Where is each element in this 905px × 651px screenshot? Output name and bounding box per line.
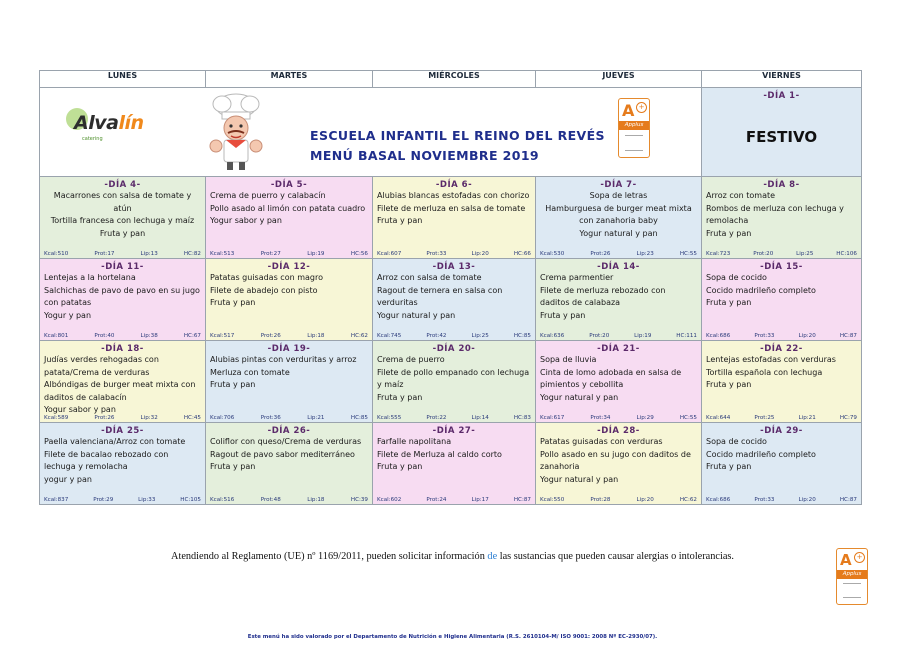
nutrition-row xyxy=(206,497,372,503)
nutrition-lip: Lip:29 xyxy=(636,415,654,421)
menu-page xyxy=(39,70,861,505)
nutrition-lip: Lip:21 xyxy=(307,415,325,421)
nutrition-prot: Prot:27 xyxy=(260,251,281,257)
allergen-notice: Atendiendo al Reglamento (UE) nº 1169/2011, pueden solicitar información de las sustancias que pueden causar alergias o intolerancias. xyxy=(171,551,734,562)
nutrition-row xyxy=(40,415,205,421)
day-number: -DÍA 13- xyxy=(432,262,476,272)
nutrition-kcal: Kcal:555 xyxy=(377,415,402,421)
nutrition-hc: HC:105 xyxy=(180,497,201,503)
day-cell xyxy=(536,177,702,259)
dish-item: Lentejas estofadas con verduras xyxy=(706,355,836,364)
day-number: -DÍA 7- xyxy=(600,180,637,190)
nutrition-prot: Prot:33 xyxy=(754,333,775,339)
day-number: -DÍA 29- xyxy=(760,426,803,436)
nutrition-footer-note: Este menú ha sido valorado por el Departamento de Nutrición e Higiene Alimentaria (R.S. 2610104-M/ ISO 9001: 2008 Nº EC-2930/07). xyxy=(247,634,658,640)
dish-item: Fruta y pan xyxy=(706,228,752,238)
nutrition-kcal: Kcal:801 xyxy=(44,333,69,339)
nutrition-hc: HC:85 xyxy=(513,333,531,339)
nutrition-kcal: Kcal:745 xyxy=(377,333,402,339)
dish-list xyxy=(40,354,205,417)
dish-item: Yogur y pan xyxy=(44,310,92,320)
dish-item: Patatas guisadas con verduras xyxy=(540,437,663,446)
nutrition-lip: Lip:38 xyxy=(140,333,158,339)
nutrition-row xyxy=(536,415,701,421)
nutrition-prot: Prot:36 xyxy=(260,415,281,421)
dish-item: Crema de puerro y calabacín xyxy=(210,191,326,200)
dish-item: Arroz con tomate xyxy=(706,191,776,200)
day-number: -DÍA 14- xyxy=(597,262,640,272)
day-cell xyxy=(206,177,373,259)
nutrition-lip: Lip:18 xyxy=(307,497,325,503)
nutrition-kcal: Kcal:530 xyxy=(540,251,565,257)
day-cell xyxy=(206,423,373,505)
dish-item: Fruta y pan xyxy=(377,462,423,471)
day-number: -DÍA 18- xyxy=(101,344,144,354)
school-title: ESCUELA INFANTIL EL REINO DEL REVÉS xyxy=(310,128,605,143)
dish-item: Lentejas a la hortelana xyxy=(44,273,136,282)
dish-item: Cocido madrileño completo xyxy=(706,449,816,459)
dish-item: Filete de Merluza al caldo corto xyxy=(377,449,502,459)
nutrition-hc: HC:62 xyxy=(679,497,697,503)
nutrition-lip: Lip:20 xyxy=(798,333,816,339)
day-cell xyxy=(702,341,862,423)
day-cell xyxy=(702,177,862,259)
dish-item: Filete de pollo empanado con lechuga y maíz xyxy=(377,367,530,389)
day-number: -DÍA 12- xyxy=(267,262,311,272)
nutrition-hc: HC:56 xyxy=(350,251,368,257)
day-number: -DÍA 25- xyxy=(101,426,144,436)
nutrition-lip: Lip:19 xyxy=(634,333,652,339)
dish-item: Filete de merluza en salsa de tomate xyxy=(377,203,526,213)
dish-item: Filete de merluza rebozado con daditos de calabaza xyxy=(540,285,666,307)
day-cell xyxy=(40,341,206,423)
nutrition-hc: HC:87 xyxy=(513,497,531,503)
nutrition-prot: Prot:33 xyxy=(426,251,447,257)
nutrition-hc: HC:79 xyxy=(839,415,857,421)
nutrition-lip: Lip:14 xyxy=(471,415,489,421)
dish-item: Alubias pintas con verduritas y arroz xyxy=(210,355,357,364)
dish-item: Macarrones con salsa de tomate y atún xyxy=(53,191,192,213)
day-number: -DÍA 15- xyxy=(760,262,803,272)
day-number: -DÍA 4- xyxy=(104,180,141,190)
dish-item: Fruta y pan xyxy=(706,298,752,307)
nutrition-prot: Prot:26 xyxy=(94,415,115,421)
nutrition-row xyxy=(40,497,205,503)
week-row xyxy=(40,341,862,423)
nutrition-lip: Lip:19 xyxy=(307,251,325,257)
dish-item: Sopa de letras xyxy=(589,191,648,200)
nutrition-prot: Prot:26 xyxy=(590,251,611,257)
nutrition-hc: HC:111 xyxy=(676,333,697,339)
day-cell xyxy=(40,259,206,341)
dish-item: Fruta y pan xyxy=(210,298,256,307)
dish-item: Fruta y pan xyxy=(377,216,423,225)
nutrition-row xyxy=(373,497,535,503)
dish-list xyxy=(702,272,861,310)
day-cell xyxy=(373,177,536,259)
nutrition-hc: HC:45 xyxy=(183,415,201,421)
nutrition-kcal: Kcal:686 xyxy=(706,333,731,339)
dish-item: Yogur natural y pan xyxy=(579,228,658,238)
nutrition-hc: HC:67 xyxy=(183,333,201,339)
dish-item: Sopa de cocido xyxy=(706,273,767,282)
dish-item: Filete de abadejo con pisto xyxy=(210,285,318,295)
dish-list xyxy=(40,190,205,240)
dish-item: Farfalle napolitana xyxy=(377,437,452,446)
dish-item: Merluza con tomate xyxy=(210,367,290,377)
nutrition-row xyxy=(702,251,861,257)
dish-item: Yogur sabor y pan xyxy=(44,405,116,414)
dish-item: Fruta y pan xyxy=(540,310,586,320)
dish-list xyxy=(206,354,372,392)
dish-item: Tortilla española con lechuga xyxy=(706,367,823,377)
nutrition-prot: Prot:40 xyxy=(94,333,115,339)
dish-item: Pollo asado al limón con patata cuadro xyxy=(210,203,366,213)
day-number: -DÍA 21- xyxy=(597,344,640,354)
nutrition-lip: Lip:21 xyxy=(798,415,816,421)
dish-item: Crema parmentier xyxy=(540,273,614,282)
dish-item: Coliflor con queso/Crema de verduras xyxy=(210,437,362,446)
day-header-thursday: JUEVES xyxy=(536,71,702,88)
dish-item: Tortilla francesa con lechuga y maíz xyxy=(50,216,195,225)
nutrition-kcal: Kcal:686 xyxy=(706,497,731,503)
day-cell xyxy=(206,341,373,423)
dish-list xyxy=(536,190,701,240)
dish-item: Albóndigas de burger meat mixta con daditos de calabacín xyxy=(44,380,196,402)
nutrition-hc: HC:66 xyxy=(513,251,531,257)
nutrition-row xyxy=(206,251,372,257)
nutrition-prot: Prot:42 xyxy=(426,333,447,339)
menu-banner xyxy=(40,88,702,177)
dish-item: Salchichas de pavo de pavo en su jugo con patatas xyxy=(44,285,200,307)
day-header-monday: LUNES xyxy=(40,71,206,88)
dish-item: Fruta y pan xyxy=(210,462,256,471)
nutrition-lip: Lip:23 xyxy=(636,251,654,257)
dish-list xyxy=(373,354,535,404)
dish-item: Judías verdes rehogadas con patata/Crema de verduras xyxy=(44,355,159,377)
nutrition-prot: Prot:26 xyxy=(260,333,281,339)
day-cell xyxy=(40,177,206,259)
day-number: -DÍA 27- xyxy=(432,426,476,436)
dish-item: Fruta y pan xyxy=(377,392,423,402)
nutrition-lip: Lip:25 xyxy=(796,251,814,257)
applus-certificate-badge-footer: A + Applus xyxy=(836,548,868,605)
nutrition-lip: Lip:20 xyxy=(471,251,489,257)
dish-item: Yogur natural y pan xyxy=(540,474,619,484)
nutrition-hc: HC:85 xyxy=(350,415,368,421)
dish-item: yogur y pan xyxy=(44,474,92,484)
nutrition-row xyxy=(373,333,535,339)
dish-list xyxy=(702,354,861,392)
dish-item: Fruta y pan xyxy=(210,380,256,389)
nutrition-row xyxy=(206,415,372,421)
dish-item: Yogur natural y pan xyxy=(540,392,619,402)
day-cell xyxy=(702,259,862,341)
dish-item: Hamburguesa de burger meat mixta con zanahoria baby xyxy=(545,203,692,225)
nutrition-row xyxy=(702,497,861,503)
day-header-tuesday: MARTES xyxy=(206,71,373,88)
dish-list xyxy=(373,436,535,474)
week-row xyxy=(40,423,862,505)
nutrition-row xyxy=(536,497,701,503)
dish-item: Fruta y pan xyxy=(99,228,146,238)
dish-item: Sopa de cocido xyxy=(706,437,767,446)
dish-list xyxy=(206,436,372,474)
nutrition-prot: Prot:25 xyxy=(754,415,775,421)
nutrition-row xyxy=(536,333,701,339)
nutrition-lip: Lip:20 xyxy=(636,497,654,503)
nutrition-lip: Lip:33 xyxy=(138,497,156,503)
nutrition-lip: Lip:17 xyxy=(471,497,489,503)
dish-item: Yogur natural y pan xyxy=(377,310,456,320)
dish-item: Crema de puerro xyxy=(377,355,445,364)
day-number: -DÍA 6- xyxy=(435,180,473,190)
nutrition-hc: HC:87 xyxy=(839,497,857,503)
menu-table xyxy=(39,70,862,505)
day-cell xyxy=(536,423,702,505)
day-cell xyxy=(373,341,536,423)
nutrition-prot: Prot:33 xyxy=(754,497,775,503)
day-number: -DÍA 5- xyxy=(270,180,308,190)
dish-item: Rombos de merluza con lechuga y remolacha xyxy=(706,203,844,225)
dish-list xyxy=(536,272,701,322)
dish-list xyxy=(536,354,701,404)
day-number: -DÍA 26- xyxy=(267,426,311,436)
dish-item: Sopa de lluvia xyxy=(540,355,597,364)
day-cell xyxy=(206,259,373,341)
nutrition-prot: Prot:20 xyxy=(753,251,774,257)
day-number: -DÍA 8- xyxy=(763,180,800,190)
nutrition-hc: HC:83 xyxy=(513,415,531,421)
day-header-friday: VIERNES xyxy=(702,71,862,88)
dish-item: Cinta de lomo adobada en salsa de pimientos y cebollita xyxy=(540,367,682,389)
nutrition-kcal: Kcal:837 xyxy=(44,497,69,503)
day-number: -DÍA 1- xyxy=(763,91,800,101)
dish-list xyxy=(206,272,372,310)
day-cell xyxy=(536,259,702,341)
nutrition-kcal: Kcal:617 xyxy=(540,415,565,421)
nutrition-hc: HC:55 xyxy=(679,251,697,257)
dish-item: Arroz con salsa de tomate xyxy=(377,273,482,282)
applus-certificate-badge: A + Applus xyxy=(618,98,650,158)
day-number: -DÍA 19- xyxy=(267,344,311,354)
day-number: -DÍA 20- xyxy=(432,344,476,354)
dish-item: Alubias blancas estofadas con chorizo xyxy=(377,191,530,200)
nutrition-kcal: Kcal:636 xyxy=(540,333,565,339)
week-row xyxy=(40,177,862,259)
nutrition-kcal: Kcal:607 xyxy=(377,251,402,257)
nutrition-kcal: Kcal:723 xyxy=(706,251,731,257)
nutrition-kcal: Kcal:644 xyxy=(706,415,731,421)
nutrition-hc: HC:39 xyxy=(350,497,368,503)
dish-list xyxy=(373,190,535,228)
nutrition-row xyxy=(40,333,205,339)
nutrition-kcal: Kcal:513 xyxy=(210,251,235,257)
nutrition-hc: HC:106 xyxy=(836,251,857,257)
nutrition-row xyxy=(206,333,372,339)
nutrition-row xyxy=(40,251,205,257)
dish-item: Fruta y pan xyxy=(706,462,752,471)
nutrition-kcal: Kcal:589 xyxy=(44,415,69,421)
alvalin-logo: Alvalín catering xyxy=(70,106,170,150)
dish-item: Paella valenciana/Arroz con tomate xyxy=(44,437,186,446)
dish-list xyxy=(40,272,205,322)
nutrition-hc: HC:62 xyxy=(350,333,368,339)
day-header-wednesday: MIÉRCOLES xyxy=(373,71,536,88)
dish-list xyxy=(702,436,861,474)
dish-item: Cocido madrileño completo xyxy=(706,285,816,295)
nutrition-row xyxy=(373,415,535,421)
nutrition-lip: Lip:32 xyxy=(140,415,158,421)
chef-icon xyxy=(198,92,274,172)
dish-list xyxy=(536,436,701,486)
nutrition-prot: Prot:29 xyxy=(93,497,114,503)
nutrition-prot: Prot:34 xyxy=(590,415,611,421)
dish-list xyxy=(40,436,205,486)
nutrition-kcal: Kcal:516 xyxy=(210,497,235,503)
nutrition-prot: Prot:20 xyxy=(589,333,610,339)
nutrition-row xyxy=(536,251,701,257)
nutrition-lip: Lip:25 xyxy=(471,333,489,339)
day-number: -DÍA 28- xyxy=(597,426,640,436)
nutrition-lip: Lip:18 xyxy=(307,333,325,339)
dish-list xyxy=(702,190,861,240)
dish-item: Fruta y pan xyxy=(706,380,752,389)
week-row xyxy=(40,259,862,341)
nutrition-prot: Prot:22 xyxy=(426,415,447,421)
nutrition-prot: Prot:48 xyxy=(260,497,281,503)
dish-list xyxy=(373,272,535,322)
nutrition-kcal: Kcal:510 xyxy=(44,251,69,257)
dish-item: Filete de bacalao rebozado con lechuga y remolacha xyxy=(44,449,169,471)
dish-list xyxy=(206,190,372,228)
nutrition-kcal: Kcal:706 xyxy=(210,415,235,421)
nutrition-kcal: Kcal:602 xyxy=(377,497,402,503)
nutrition-hc: HC:87 xyxy=(839,333,857,339)
day-cell xyxy=(40,423,206,505)
day-cell xyxy=(702,423,862,505)
nutrition-prot: Prot:17 xyxy=(94,251,115,257)
nutrition-lip: Lip:20 xyxy=(798,497,816,503)
nutrition-hc: HC:55 xyxy=(679,415,697,421)
dish-item: Pollo asado en su jugo con daditos de zanahoria xyxy=(540,449,691,471)
nutrition-kcal: Kcal:517 xyxy=(210,333,235,339)
dish-item: Patatas guisadas con magro xyxy=(210,273,323,282)
day-cell xyxy=(536,341,702,423)
nutrition-lip: Lip:13 xyxy=(140,251,158,257)
nutrition-hc: HC:82 xyxy=(183,251,201,257)
festivo-label: FESTIVO xyxy=(745,128,818,146)
menu-title: MENÚ BASAL NOVIEMBRE 2019 xyxy=(310,148,540,163)
nutrition-kcal: Kcal:550 xyxy=(540,497,565,503)
nutrition-row xyxy=(373,251,535,257)
nutrition-row xyxy=(702,415,861,421)
day-number: -DÍA 22- xyxy=(760,344,803,354)
dish-item: Ragout de ternera en salsa con verduritas xyxy=(377,285,503,307)
day-number: -DÍA 11- xyxy=(101,262,144,272)
nutrition-row xyxy=(702,333,861,339)
day-cell xyxy=(373,423,536,505)
day-cell xyxy=(373,259,536,341)
nutrition-prot: Prot:24 xyxy=(426,497,447,503)
nutrition-prot: Prot:28 xyxy=(590,497,611,503)
dish-item: Yogur sabor y pan xyxy=(210,216,282,225)
day-cell-festivo xyxy=(702,88,862,177)
dish-item: Ragout de pavo sabor mediterráneo xyxy=(210,449,355,459)
